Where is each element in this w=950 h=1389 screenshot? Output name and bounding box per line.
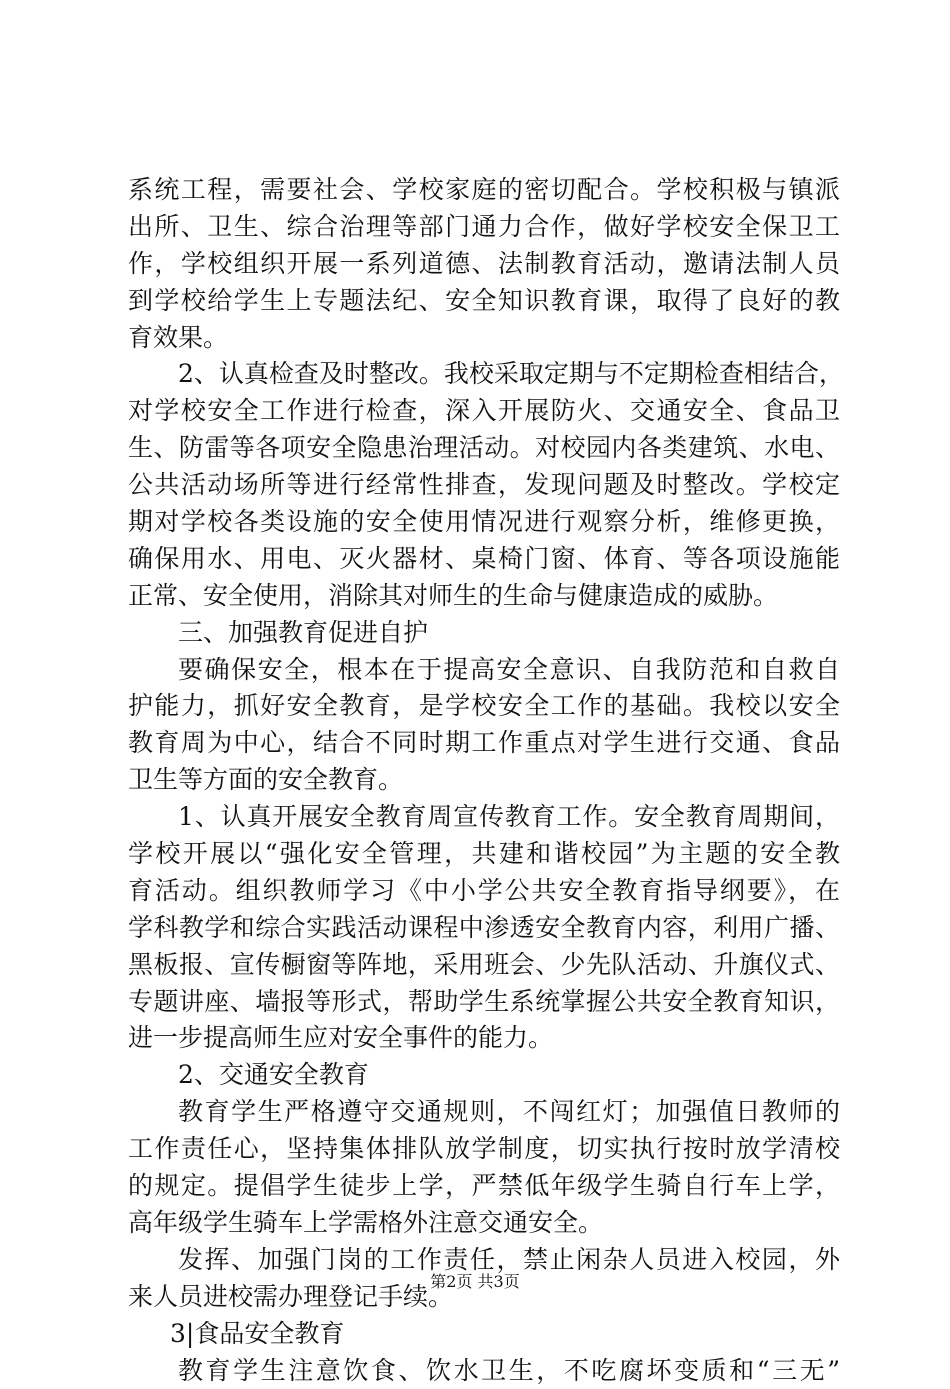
- document-body: [128, 172, 840, 1389]
- text-line: 卫生等方面的安全教育。: [128, 762, 840, 799]
- text-line: 教育学生注意饮食、饮水卫生，不吃腐坏变质和“三无”: [128, 1353, 840, 1389]
- text-line: 对学校安全工作进行检查，深入开展防火、交通安全、食品卫: [128, 393, 840, 430]
- text-line: 正常、安全使用，消除其对师生的生命与健康造成的威胁。: [128, 578, 840, 615]
- text-line: 出所、卫生、综合治理等部门通力合作，做好学校安全保卫工: [128, 209, 840, 246]
- text-line: 护能力，抓好安全教育，是学校安全工作的基础。我校以安全: [128, 688, 840, 725]
- text-line: 期对学校各类设施的安全使用情况进行观察分析，维修更换，: [128, 504, 840, 541]
- page-footer: 第2页 共3页: [0, 1272, 950, 1292]
- text-line: 到学校给学生上专题法纪、安全知识教育课，取得了良好的教: [128, 283, 840, 320]
- text-line: 高年级学生骑车上学需格外注意交通安全。: [128, 1205, 840, 1242]
- text-line: 进一步提高师生应对安全事件的能力。: [128, 1020, 840, 1057]
- text-line: 教育学生严格遵守交通规则，不闯红灯；加强值日教师的: [128, 1094, 840, 1131]
- text-line: 确保用水、用电、灭火器材、桌椅门窗、体育、等各项设施能: [128, 541, 840, 578]
- text-line: 生、防雷等各项安全隐患治理活动。对校园内各类建筑、水电、: [128, 430, 840, 467]
- text-line: 2、认真检查及时整改。我校采取定期与不定期检查相结合，: [128, 356, 840, 393]
- text-line: 1、认真开展安全教育周宣传教育工作。安全教育周期间，: [128, 799, 840, 836]
- subsection-heading: 3|食品安全教育: [128, 1316, 840, 1353]
- text-line: 发挥、加强门岗的工作责任，禁止闲杂人员进入校园，外: [128, 1242, 840, 1279]
- text-line: 育活动。组织教师学习《中小学公共安全教育指导纲要》，在: [128, 873, 840, 910]
- text-line: 要确保安全，根本在于提高安全意识、自我防范和自救自: [128, 652, 840, 689]
- text-line: 育效果。: [128, 320, 840, 357]
- text-line: 教育周为中心，结合不同时期工作重点对学生进行交通、食品: [128, 725, 840, 762]
- subsection-heading: 2、交通安全教育: [128, 1057, 840, 1094]
- text-line: 工作责任心，坚持集体排队放学制度，切实执行按时放学清校: [128, 1131, 840, 1168]
- section-heading: 三、加强教育促进自护: [128, 615, 840, 652]
- text-line: 来人员进校需办理登记手续。: [128, 1279, 840, 1316]
- text-line: 学校开展以“强化安全管理，共建和谐校园”为主题的安全教: [128, 836, 840, 873]
- text-line: 作，学校组织开展一系列道德、法制教育活动，邀请法制人员: [128, 246, 840, 283]
- text-line: 学科教学和综合实践活动课程中渗透安全教育内容，利用广播、: [128, 910, 840, 947]
- text-line: 黑板报、宣传橱窗等阵地，采用班会、少先队活动、升旗仪式、: [128, 947, 840, 984]
- text-line: 的规定。提倡学生徒步上学，严禁低年级学生骑自行车上学，: [128, 1168, 840, 1205]
- text-line: 公共活动场所等进行经常性排查，发现问题及时整改。学校定: [128, 467, 840, 504]
- text-line: 系统工程，需要社会、学校家庭的密切配合。学校积极与镇派: [128, 172, 840, 209]
- text-line: 专题讲座、墙报等形式，帮助学生系统掌握公共安全教育知识，: [128, 984, 840, 1021]
